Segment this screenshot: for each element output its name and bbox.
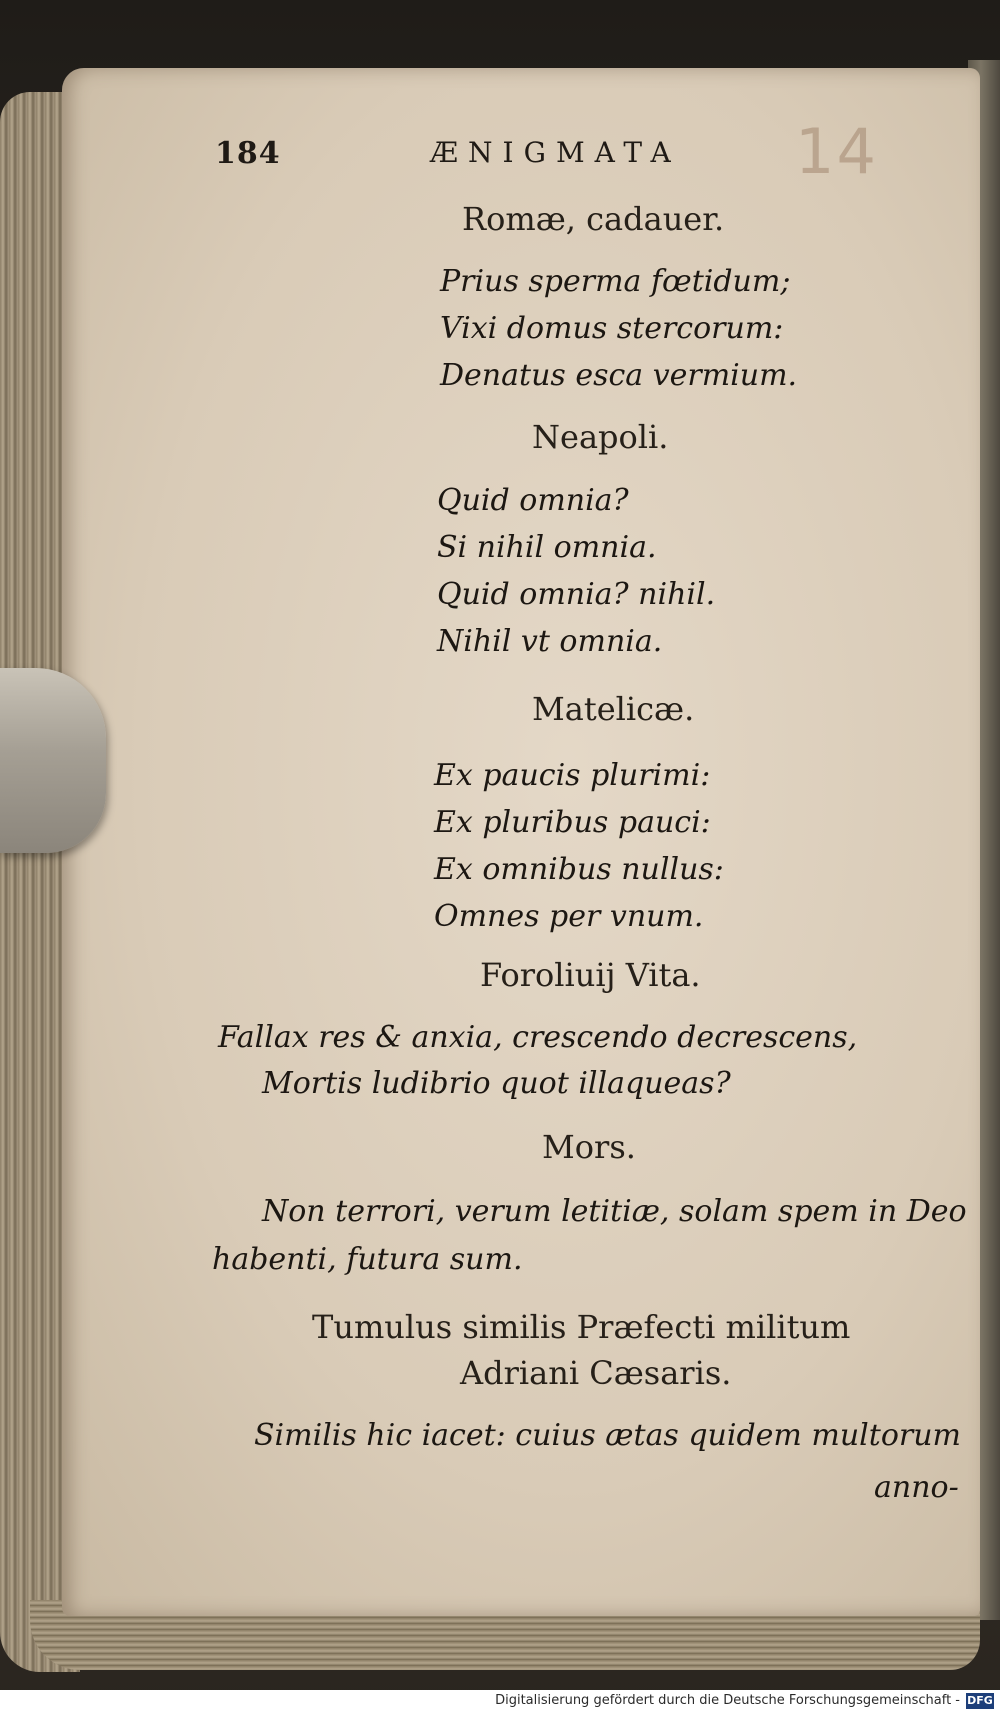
section-heading: Neapoli. <box>532 418 669 456</box>
handwritten-annotation: 14 <box>795 115 878 188</box>
verse-line: Si nihil omnia. <box>437 530 657 565</box>
section-heading: Matelicæ. <box>532 690 695 728</box>
verse-line: Ex paucis plurimi: <box>434 758 711 793</box>
verse-line: Vixi domus stercorum: <box>440 311 784 346</box>
prose-line: Mortis ludibrio quot illaqueas? <box>262 1066 731 1101</box>
page-number: 184 <box>215 136 281 171</box>
bookmark-slip <box>0 668 106 853</box>
digitization-footer <box>0 1690 1000 1714</box>
section-subheading: Adriani Cæsaris. <box>460 1354 732 1392</box>
section-heading: Mors. <box>542 1128 636 1166</box>
running-title: ÆNIGMATA <box>430 136 681 169</box>
verse-line: Quid omnia? nihil. <box>437 577 716 612</box>
verse-line: Ex pluribus pauci: <box>434 805 711 840</box>
section-heading: Foroliuij Vita. <box>480 956 701 994</box>
prose-line: habenti, futura sum. <box>212 1242 523 1277</box>
verse-block <box>434 758 724 946</box>
verse-line: Quid omnia? <box>437 483 629 518</box>
prose-line: Similis hic iacet: cuius ætas quidem multorum <box>254 1418 961 1453</box>
dfg-logo: DFG <box>967 1694 993 1707</box>
prose-line: Fallax res & anxia, crescendo decrescens, <box>218 1020 858 1055</box>
verse-line: Ex omnibus nullus: <box>434 852 724 887</box>
catchword: anno- <box>874 1470 959 1505</box>
section-heading: Romæ, cadauer. <box>462 200 725 238</box>
verse-line: Omnes per vnum. <box>434 899 704 934</box>
verse-line: Prius sperma fœtidum; <box>440 264 791 299</box>
footer-credit: Digitalisierung gefördert durch die Deutsche Forschungsgemeinschaft - <box>495 1693 960 1708</box>
verse-block <box>440 264 797 405</box>
prose-line: Non terrori, verum letitiæ, solam spem in Deo <box>262 1194 967 1229</box>
verse-line: Denatus esca vermium. <box>440 358 798 393</box>
page-header <box>215 136 775 180</box>
verse-block <box>437 483 715 671</box>
verse-line: Nihil vt omnia. <box>437 624 663 659</box>
section-heading: Tumulus similis Præfecti militum <box>312 1308 851 1346</box>
